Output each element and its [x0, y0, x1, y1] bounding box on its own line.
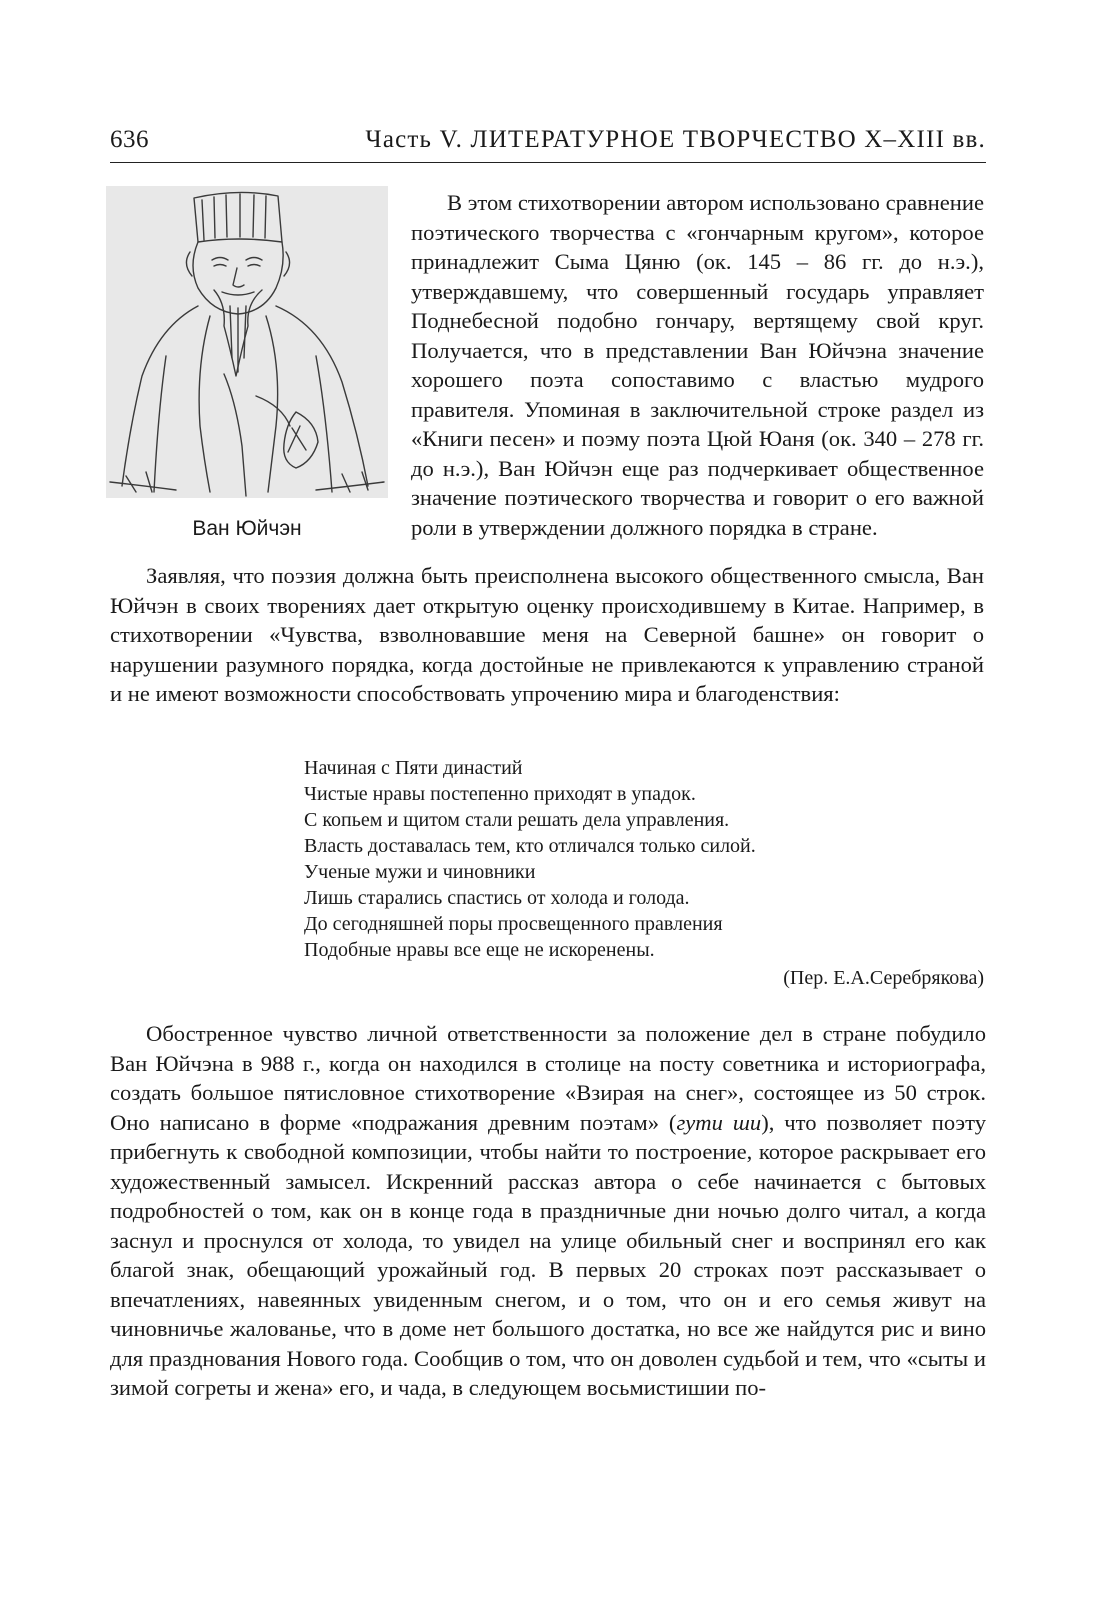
- main-paragraph-text: Заявляя, что поэзия должна быть преисполнена высокого общественного смысла, Ван Юйчэн в своих творениях дает открытую оценку происходившему в Китае. Например, в стихотворении «Чувства, взволновавшие меня на Северной башне» он говорит о нарушении разумного порядка, когда достойные не привлекаются к управлению страной и не имеют возможности способствовать упрочению мира и благоденствия:: [110, 563, 984, 706]
- poem-line: Начиная с Пяти династий: [304, 757, 523, 779]
- intro-paragraph: [411, 188, 984, 542]
- final-paragraph-text: [110, 1019, 986, 1403]
- poem-line: Подобные нравы все еще не искоренены.: [304, 939, 655, 961]
- running-head: Часть V. ЛИТЕРАТУРНОЕ ТВОРЧЕСТВО X–XIII вв.: [365, 126, 986, 153]
- poem-line: До сегодняшней поры просвещенного правления: [304, 913, 723, 935]
- main-paragraph: [110, 561, 984, 709]
- intro-paragraph-text: В этом стихотворении автором использовано сравнение поэтического творчества с «гончарным кругом», которое принадлежит Сыма Цяню (ок. 145 – 86 гг. до н.э.), утверждавшему, что совершенный государь управляет Поднебесной подобно гончару, вертящему свой круг. Получается, что в представлении Ван Юйчэна значение хорошего поэта сопоставимо с властью мудрого правителя. Упоминая в заключительной строке раздел из «Книги песен» и поэму поэта Цюй Юаня (ок. 340 – 278 гг. до н.э.), Ван Юйчэн еще раз подчеркивает общественное значение поэтического творчества и говорит о его важной роли в утверждении должного порядка в стране.: [411, 190, 984, 540]
- translator-credit: (Пер. Е.А.Серебрякова): [783, 967, 984, 989]
- portrait-illustration: [106, 186, 388, 498]
- final-paragraph-part1: Обостренное чувство личной ответственности за положение дел в стране побудило Ван Юйчэна в 988 г., когда он находился в столице на посту советника и историографа, создать большое пятисловное стихотворение «Взирая на снег», состоящее из 50 строк. Оно написано в форме «подражания древним поэтам» (: [110, 1021, 986, 1135]
- poem-quote: [304, 755, 864, 963]
- poem-line: Власть доставалась тем, кто отличался только силой.: [304, 835, 756, 857]
- final-paragraph: [110, 1019, 986, 1403]
- poem-line: Ученые мужи и чиновники: [304, 861, 536, 883]
- italic-term: гути ши: [676, 1109, 762, 1135]
- poem-line: Лишь старались спастись от холода и голода.: [304, 887, 690, 909]
- page-header: [110, 126, 986, 163]
- final-paragraph-part2: ), что позволяет поэту прибегнуть к свободной композиции, чтобы найти то построение, которое раскрывает его художественный замысел. Искренний рассказ автора о себе начинается с бытовых подробностей о том, как он в конце года в праздничные дни ночью долго читал, а когда заснул и проснулся от холода, то увидел на улице обильный снег и воспринял его как благой знак, обещающий урожайный год. В первых 20 строках поэт рассказывает о впечатлениях, навеянных увиденным снегом, и о том, что он и его семья живут на чиновничье жалованье, что в доме нет большого достатка, но все же найдутся рис и вино для празднования Нового года. Сообщив о том, что он доволен судьбой и тем, что «сыты и зимой согреты и жена» его, и чада, в следующем восьмистишии по-: [110, 1109, 987, 1400]
- figure-caption: Ван Юйчэн: [192, 517, 302, 540]
- poem-line: С копьем и щитом стали решать дела управления.: [304, 809, 730, 831]
- page-number: 636: [110, 126, 149, 153]
- poem-line: Чистые нравы постепенно приходят в упадок.: [304, 783, 696, 805]
